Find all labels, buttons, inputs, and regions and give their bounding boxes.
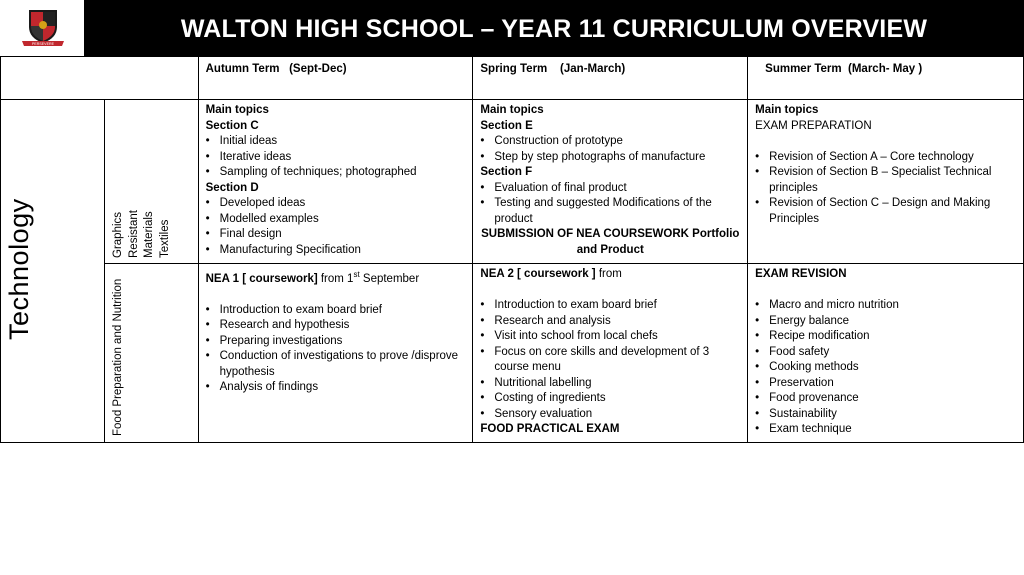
subject-cell	[1, 100, 105, 443]
corner-cell	[1, 57, 199, 100]
list-item: • Revision of Section C – Design and Making Principles	[769, 196, 1016, 227]
graphics-spring-cell	[473, 100, 748, 264]
list-item: • Costing of ingredients	[494, 391, 740, 407]
term-header-row	[1, 57, 1024, 100]
graphics-row	[1, 100, 1024, 264]
main-topics-heading: Main topics	[755, 104, 819, 116]
main-topics-heading: Main topics	[480, 104, 544, 116]
list-item: • Food provenance	[769, 391, 1016, 407]
summer-term-label: Summer Term (March- May )	[765, 63, 923, 75]
nea2-from: from	[595, 268, 622, 280]
food-autumn-cell	[198, 264, 473, 443]
spring-term-header: Spring Term (Jan-March)	[473, 57, 748, 100]
nea1-heading	[206, 267, 466, 287]
main-topics-heading: Main topics	[205, 104, 269, 116]
list-item: • Macro and micro nutrition	[769, 298, 1016, 314]
graphics-label	[111, 210, 173, 258]
summer-revision-list	[755, 150, 1016, 228]
food-label: Food Preparation and Nutrition	[111, 278, 124, 436]
list-item: • Iterative ideas	[220, 150, 466, 166]
summer-term-header	[748, 57, 1024, 100]
subject-label: Technology	[4, 198, 34, 340]
page-title: WALTON HIGH SCHOOL – YEAR 11 CURRICULUM OVERVIEW	[180, 15, 928, 43]
list-item: • Exam technique	[769, 422, 1016, 438]
list-item: • Testing and suggested Modifications of the product	[494, 196, 740, 227]
list-item: • Final design	[220, 227, 466, 243]
label-textiles: Textiles	[158, 219, 171, 258]
list-item: • Nutritional labelling	[494, 376, 740, 392]
list-item: • Sensory evaluation	[494, 407, 740, 423]
list-item: • Focus on core skills and development of 3 course menu	[494, 345, 740, 376]
list-item: • Initial ideas	[220, 134, 466, 150]
list-item: • Construction of prototype	[494, 134, 740, 150]
school-logo	[0, 0, 84, 56]
list-item: • Sustainability	[769, 407, 1016, 423]
section-e-heading: Section E	[480, 119, 533, 132]
nea1-label: NEA 1 [ coursework]	[205, 272, 318, 285]
section-f-heading: Section F	[480, 166, 533, 178]
list-item: • Modelled examples	[220, 212, 466, 228]
food-spring-cell	[473, 264, 748, 443]
food-row	[1, 264, 1024, 443]
list-item: • Analysis of findings	[220, 380, 466, 396]
food-summer-list	[755, 298, 1016, 438]
list-item: • Revision of Section B – Specialist Technical principles	[769, 165, 1016, 196]
food-practical-exam: FOOD PRACTICAL EXAM	[480, 423, 620, 435]
nea1-month: September	[359, 272, 420, 285]
curriculum-table	[0, 56, 1024, 443]
list-item: • Preservation	[769, 376, 1016, 392]
list-item: • Step by step photographs of manufacture	[494, 150, 740, 166]
list-item: • Energy balance	[769, 314, 1016, 330]
nea2-heading	[480, 267, 740, 283]
graphics-autumn-cell	[198, 100, 473, 264]
label-graphics: Graphics	[111, 211, 124, 258]
section-c-list	[206, 134, 466, 181]
list-item: • Food safety	[769, 345, 1016, 361]
nea1-sup: st	[353, 270, 360, 279]
list-item: • Introduction to exam board brief	[494, 298, 740, 314]
list-item: • Developed ideas	[220, 196, 466, 212]
list-item: • Visit into school from local chefs	[494, 329, 740, 345]
label-materials: Materials	[142, 211, 155, 258]
list-item: • Introduction to exam board brief	[220, 303, 466, 319]
section-c-heading: Section C	[205, 119, 259, 132]
list-item: • Research and analysis	[494, 314, 740, 330]
list-item: • Recipe modification	[769, 329, 1016, 345]
submission-note: SUBMISSION OF NEA COURSEWORK Portfolio and Product	[481, 228, 740, 256]
section-f-list	[480, 181, 740, 228]
list-item: • Cooking methods	[769, 360, 1016, 376]
exam-revision-heading: EXAM REVISION	[755, 268, 847, 280]
list-item: • Conduction of investigations to prove /disprove hypothesis	[220, 349, 466, 380]
list-item: • Revision of Section A – Core technology	[769, 150, 1016, 166]
school-crest-icon	[20, 8, 66, 48]
food-label-cell	[104, 264, 198, 443]
list-item: • Research and hypothesis	[220, 318, 466, 334]
section-d-heading: Section D	[205, 181, 259, 194]
section-e-list	[480, 134, 740, 165]
list-item: • Sampling of techniques; photographed	[220, 165, 466, 181]
graphics-summer-cell	[748, 100, 1024, 264]
exam-preparation-heading: EXAM PREPARATION	[755, 119, 872, 132]
list-item: • Preparing investigations	[220, 334, 466, 350]
header-bar	[0, 0, 1024, 56]
label-resistant: Resistant	[127, 210, 140, 258]
food-spring-list	[480, 298, 740, 422]
graphics-label-cell	[104, 100, 198, 264]
food-autumn-list	[206, 303, 466, 396]
nea2-label: NEA 2 [ coursework ]	[480, 268, 596, 280]
list-item: • Manufacturing Specification	[220, 243, 466, 259]
food-summer-cell	[748, 264, 1024, 443]
logo-motto: PERSEVERE	[32, 42, 54, 46]
nea1-from: from 1	[317, 272, 354, 285]
list-item: • Evaluation of final product	[494, 181, 740, 197]
autumn-term-header: Autumn Term (Sept-Dec)	[198, 57, 473, 100]
section-d-list	[206, 196, 466, 258]
